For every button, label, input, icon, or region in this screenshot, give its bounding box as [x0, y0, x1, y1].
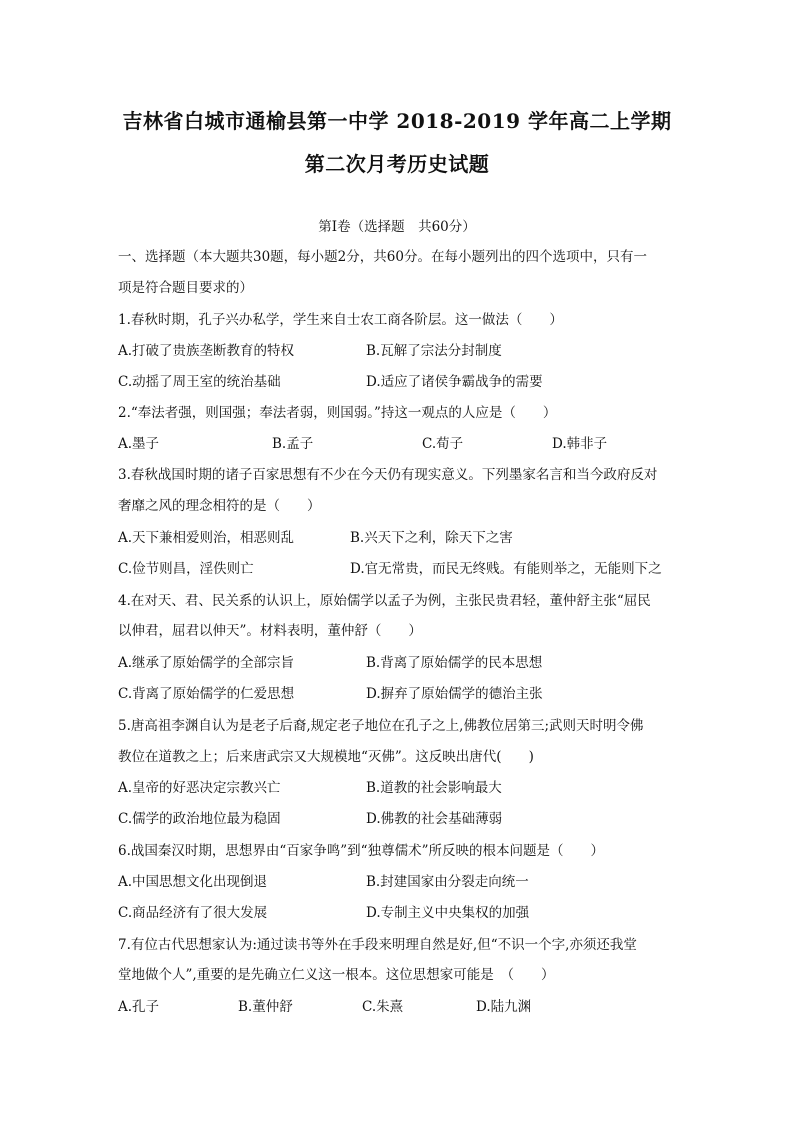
question-5-option-c: C.儒学的政治地位最为稳固 — [118, 811, 281, 827]
instructions-line1: 一、选择题（本大题共30题，每小题2分，共60分。在每小题列出的四个选项中，只有一 — [118, 249, 647, 265]
question-4-option-c: C.背离了原始儒学的仁爱思想 — [118, 686, 295, 702]
question-4-stem-line2: 以伸君，屈君以伸天”。材料表明，董仲舒（ ） — [118, 623, 422, 639]
question-4-stem-line1: 4.在对天、君、民关系的认识上，原始儒学以孟子为例，主张民贵君轻，董仲舒主张“屈民 — [118, 593, 651, 609]
question-1-option-c: C.动摇了周王室的统治基础 — [118, 374, 281, 390]
question-1-stem: 1.春秋时期，孔子兴办私学，学生来自士农工商各阶层。这一做法（ ） — [118, 312, 563, 328]
question-5-option-a: A.皇帝的好恶决定宗教兴亡 — [118, 780, 281, 796]
question-3-option-c: C.俭节则昌，淫佚则亡 — [118, 561, 254, 577]
question-3-stem-line1: 3.春秋战国时期的诸子百家思想有不少在今天仍有现实意义。下列墨家名言和当今政府反对 — [118, 467, 658, 483]
question-5-option-b: B.道教的社会影响最大 — [366, 780, 502, 796]
question-3-stem-line2: 奢靡之风的理念相符的是（ ） — [118, 498, 321, 514]
question-6-option-b: B.封建国家由分裂走向统一 — [366, 874, 529, 890]
question-6-stem: 6.战国秦汉时期，思想界由“百家争鸣”到“独尊儒术”所反映的根本问题是（ ） — [118, 843, 604, 859]
question-2-option-c: C.荀子 — [422, 436, 464, 452]
question-6-option-c: C.商品经济有了很大发展 — [118, 905, 268, 921]
question-2-option-d: D.韩非子 — [552, 436, 608, 452]
question-4-option-d: D.摒弃了原始儒学的德治主张 — [366, 686, 543, 702]
question-3-option-b: B.兴天下之利，除天下之害 — [350, 530, 513, 546]
question-2-stem: 2.“奉法者强，则国强；奉法者弱，则国弱。”持这一观点的人应是（ ） — [118, 405, 557, 421]
question-4-option-a: A.继承了原始儒学的全部宗旨 — [118, 655, 295, 671]
question-7-option-c: C.朱熹 — [362, 999, 404, 1015]
question-7-stem-line1: 7.有位古代思想家认为:通过读书等外在手段来明理自然是好,但“不识一个字,亦须还我堂 — [118, 937, 637, 953]
question-1-option-d: D.适应了诸侯争霸战争的需要 — [366, 374, 543, 390]
question-7-option-b: B.董仲舒 — [238, 999, 293, 1015]
question-6-option-d: D.专制主义中央集权的加强 — [366, 905, 530, 921]
question-5-option-d: D.佛教的社会基础薄弱 — [366, 811, 503, 827]
instructions-line2: 项是符合题目要求的） — [118, 280, 253, 296]
question-1-option-a: A.打破了贵族垄断教育的特权 — [118, 343, 295, 359]
exam-title-line2: 第二次月考历史试题 — [304, 152, 490, 176]
question-5-stem-line1: 5.唐高祖李渊自认为是老子后裔,规定老子地位在孔子之上,佛教位居第三;武则天时明令佛 — [118, 718, 644, 734]
question-5-stem-line2: 教位在道教之上；后来唐武宗又大规模地“灭佛”。这反映出唐代( ) — [118, 749, 534, 765]
question-2-option-a: A.墨子 — [118, 436, 160, 452]
volume-heading: 第Ⅰ卷（选择题 共60分） — [318, 219, 476, 235]
question-4-option-b: B.背离了原始儒学的民本思想 — [366, 655, 543, 671]
exam-title-line1: 吉林省白城市通榆县第一中学 2018-2019 学年高二上学期 — [122, 109, 672, 133]
question-7-stem-line2: 堂地做个人”,重要的是先确立仁义这一根本。这位思想家可能是 （ ） — [118, 967, 555, 983]
question-7-option-d: D.陆九渊 — [476, 999, 532, 1015]
question-2-option-b: B.孟子 — [272, 436, 314, 452]
question-6-option-a: A.中国思想文化出现倒退 — [118, 874, 268, 890]
question-7-option-a: A.孔子 — [118, 999, 160, 1015]
question-3-option-a: A.天下兼相爱则治，相恶则乱 — [118, 530, 295, 546]
question-3-option-d: D.官无常贵，而民无终贱。有能则举之，无能则下之 — [350, 561, 662, 577]
question-1-option-b: B.瓦解了宗法分封制度 — [366, 343, 502, 359]
